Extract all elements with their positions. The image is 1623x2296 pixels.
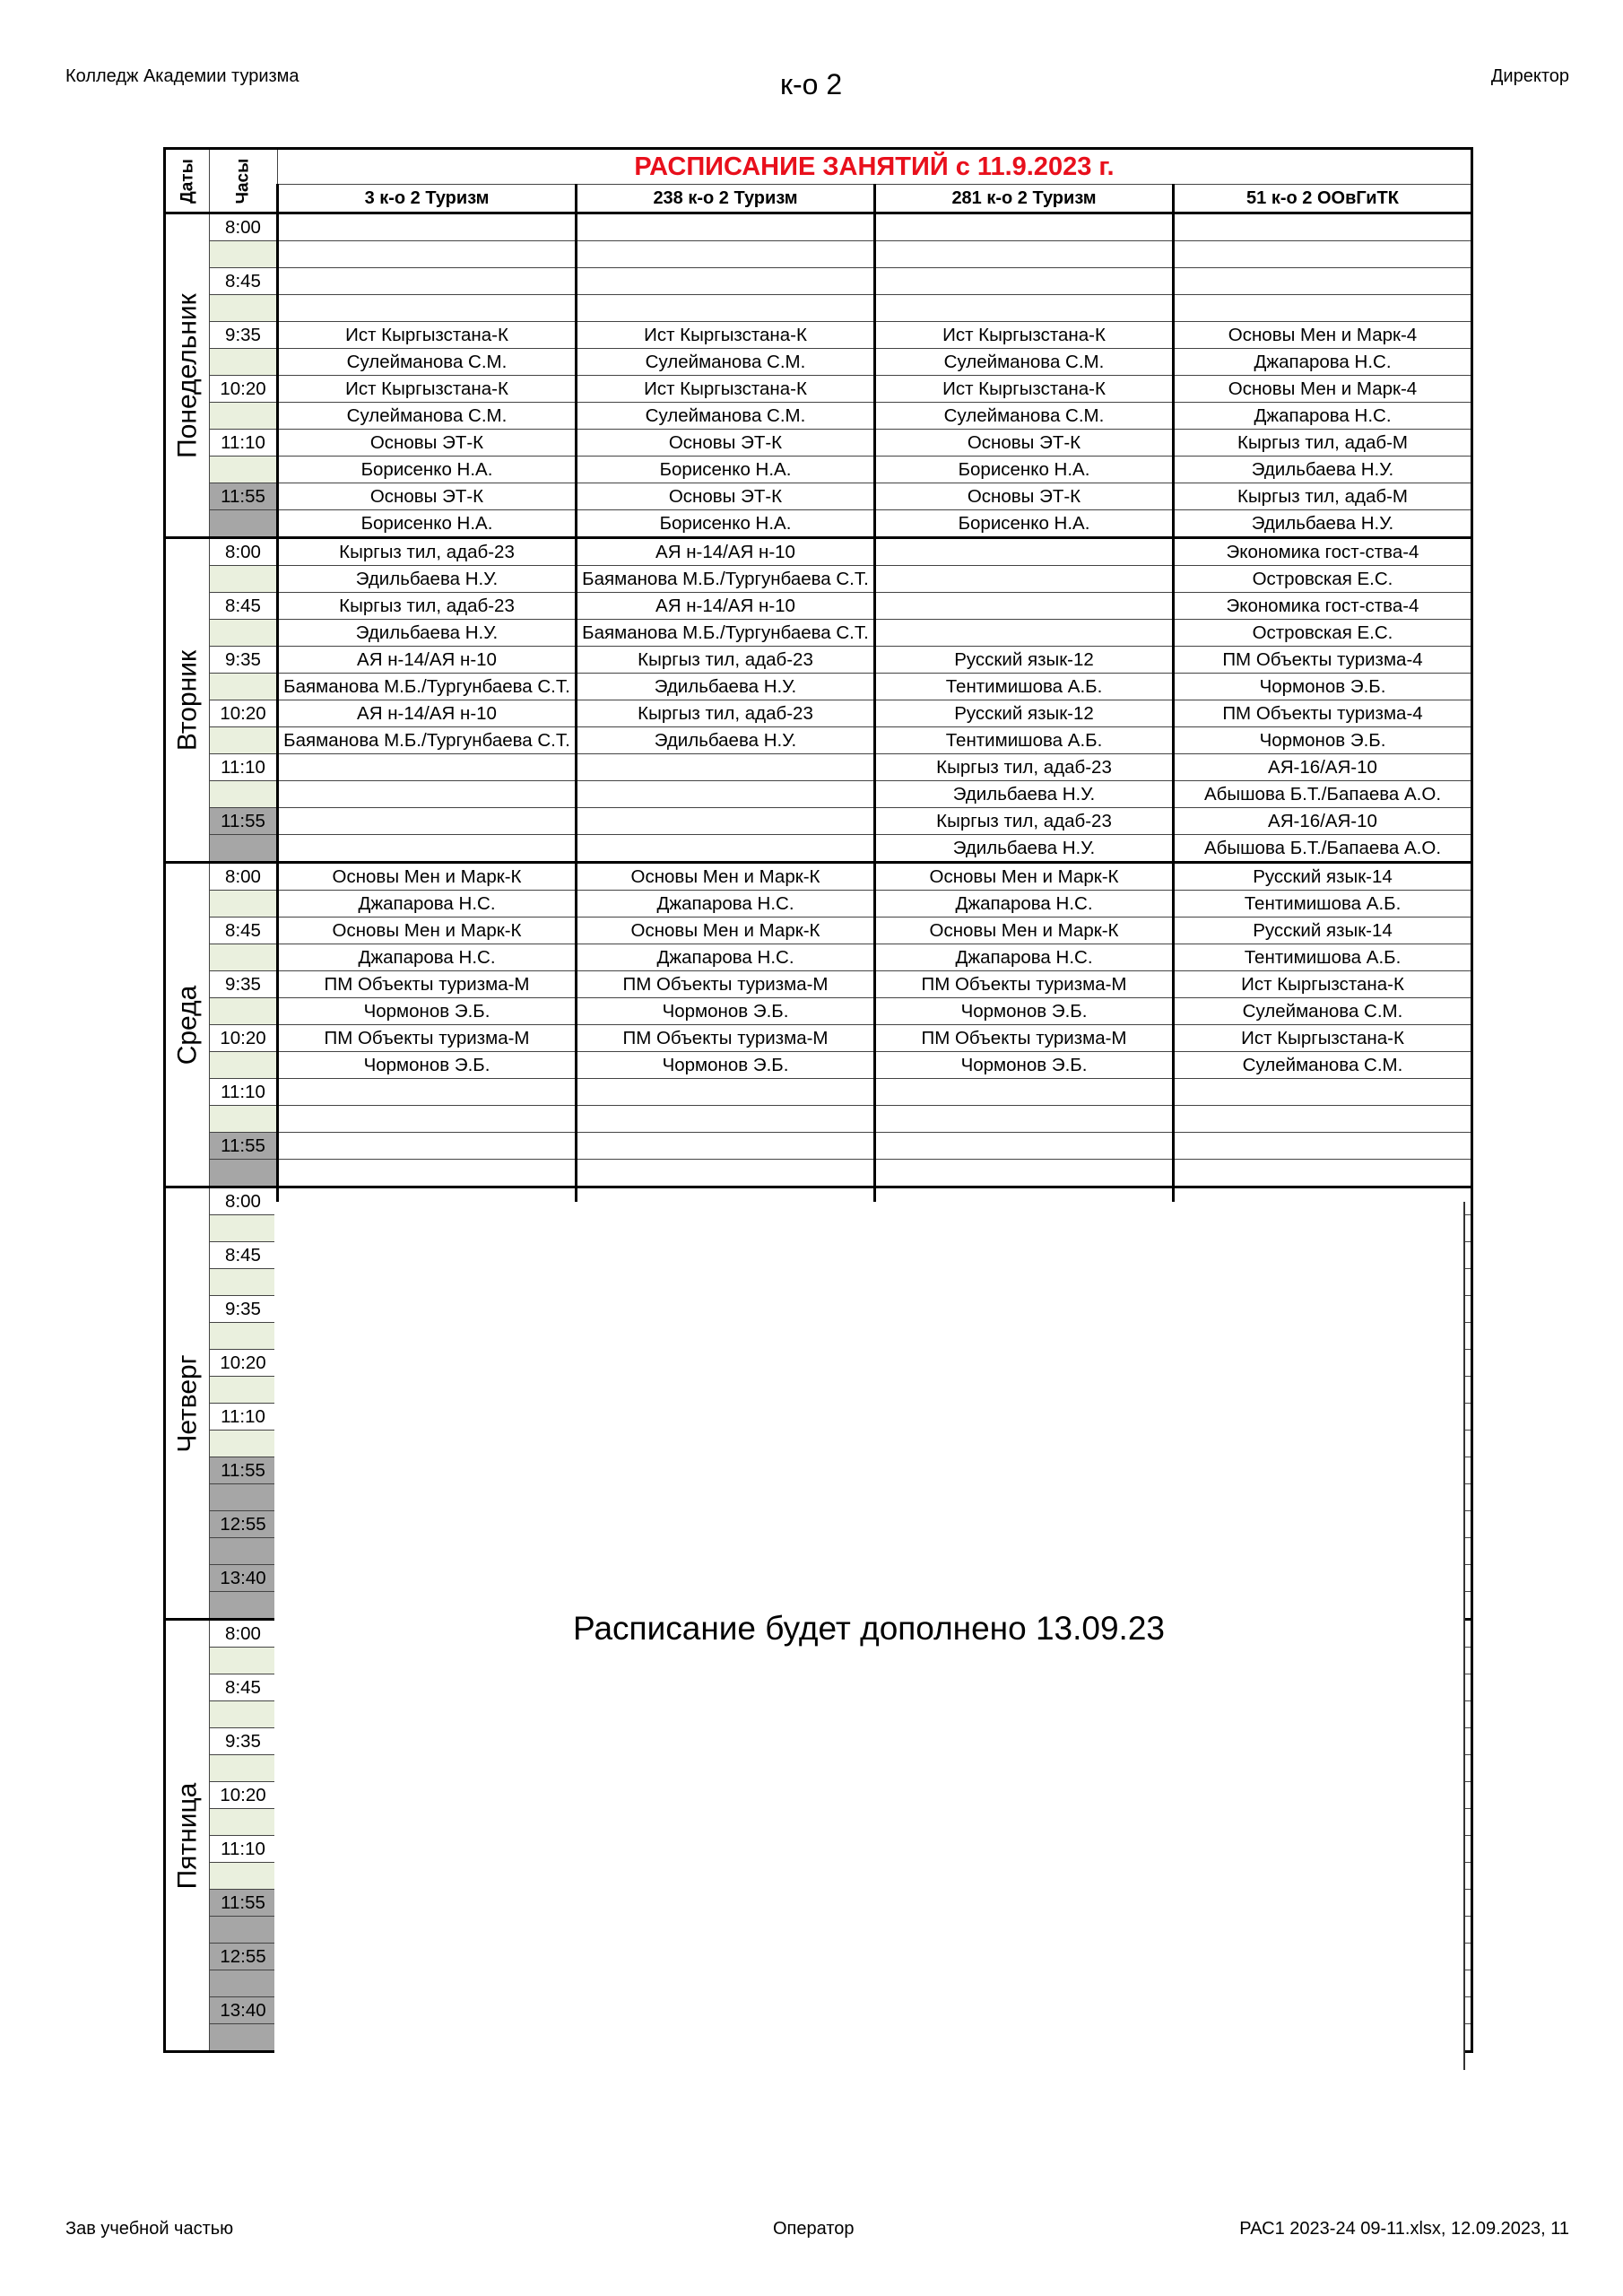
time-cell: 10:20: [210, 1782, 278, 1809]
schedule-cell: Сулейманова С.М.: [577, 403, 875, 430]
schedule-cell: Основы Мен и Марк-4: [1174, 376, 1472, 403]
schedule-cell: [875, 241, 1174, 268]
footer-operator: Оператор: [773, 2219, 855, 2239]
schedule-cell: [278, 213, 577, 241]
schedule-cell: ПМ Объекты туризма-4: [1174, 647, 1472, 674]
time-cell: 8:00: [210, 538, 278, 566]
time-cell: 11:10: [210, 1404, 278, 1431]
time-cell: [210, 727, 278, 754]
schedule-cell: ПМ Объекты туризма-М: [577, 971, 875, 998]
schedule-cell: Джапарова Н.С.: [875, 891, 1174, 918]
schedule-cell: Сулейманова С.М.: [1174, 998, 1472, 1025]
schedule-cell: Баяманова М.Б./Тургунбаева С.Т.: [577, 620, 875, 647]
time-cell: 10:20: [210, 700, 278, 727]
time-cell: [210, 944, 278, 971]
schedule-cell: [875, 620, 1174, 647]
time-cell: [210, 674, 278, 700]
schedule-cell: ПМ Объекты туризма-М: [278, 1025, 577, 1052]
schedule-cell: [278, 835, 577, 863]
schedule-cell: Джапарова Н.С.: [577, 944, 875, 971]
schedule-cell: Джапарова Н.С.: [1174, 349, 1472, 376]
schedule-cell: [577, 781, 875, 808]
schedule-cell: [577, 295, 875, 322]
time-cell: 8:00: [210, 1620, 278, 1648]
table-row: [165, 863, 1472, 891]
schedule-cell: Чормонов Э.Б.: [577, 998, 875, 1025]
time-cell: [210, 295, 278, 322]
time-cell: [210, 1052, 278, 1079]
schedule-cell: ПМ Объекты туризма-М: [577, 1025, 875, 1052]
schedule-cell: Основы ЭТ-К: [577, 483, 875, 510]
schedule-cell: Основы ЭТ-К: [577, 430, 875, 457]
table-row: [165, 566, 1472, 593]
table-row: [165, 835, 1472, 863]
hours-column-header: [210, 149, 278, 213]
schedule-cell: Островская Е.С.: [1174, 566, 1472, 593]
time-cell: [210, 781, 278, 808]
schedule-cell: [1174, 1106, 1472, 1133]
schedule-cell: Джапарова Н.С.: [875, 944, 1174, 971]
schedule-cell: [278, 241, 577, 268]
time-cell: 8:00: [210, 213, 278, 241]
schedule-cell: Ист Кыргызстана-К: [577, 322, 875, 349]
group-header: 281 к-о 2 Туризм: [875, 185, 1174, 213]
schedule-cell: Кыргыз тил, адаб-23: [278, 538, 577, 566]
schedule-cell: Основы ЭТ-К: [278, 483, 577, 510]
day-cell: [165, 863, 210, 1187]
schedule-cell: [577, 268, 875, 295]
schedule-cell: Кыргыз тил, адаб-23: [875, 808, 1174, 835]
schedule-cell: [577, 241, 875, 268]
schedule-cell: Джапарова Н.С.: [1174, 403, 1472, 430]
group-header: 238 к-о 2 Туризм: [577, 185, 875, 213]
schedule-cell: Абышова Б.Т./Бапаева А.О.: [1174, 781, 1472, 808]
schedule-cell: Русский язык-14: [1174, 863, 1472, 891]
time-cell: [210, 1431, 278, 1457]
time-cell: [210, 1484, 278, 1511]
time-cell: [210, 1917, 278, 1944]
time-cell: [210, 510, 278, 538]
schedule-cell: Борисенко Н.А.: [875, 457, 1174, 483]
schedule-cell: АЯ-16/АЯ-10: [1174, 754, 1472, 781]
schedule-cell: [577, 1133, 875, 1160]
table-row: [165, 213, 1472, 241]
schedule-cell: АЯ н-14/АЯ н-10: [278, 700, 577, 727]
schedule-cell: Основы Мен и Марк-К: [278, 918, 577, 944]
time-cell: [210, 1755, 278, 1782]
group-header-row: [165, 185, 1472, 213]
table-row: [165, 1025, 1472, 1052]
schedule-cell: [875, 1106, 1174, 1133]
day-label: Четверг: [172, 1353, 203, 1453]
table-row: [165, 268, 1472, 295]
schedule-cell: Русский язык-12: [875, 647, 1174, 674]
time-cell: 9:35: [210, 1296, 278, 1323]
schedule-cell: [577, 754, 875, 781]
schedule-cell: [875, 1133, 1174, 1160]
schedule-cell: Сулейманова С.М.: [1174, 1052, 1472, 1079]
schedule-cell: [875, 268, 1174, 295]
time-cell: [210, 1863, 278, 1890]
schedule-cell: Основы ЭТ-К: [875, 483, 1174, 510]
time-cell: 11:10: [210, 754, 278, 781]
schedule-cell: Тентимишова А.Б.: [875, 727, 1174, 754]
table-row: [165, 1160, 1472, 1187]
schedule-cell: Кыргыз тил, адаб-М: [1174, 483, 1472, 510]
time-cell: [210, 1538, 278, 1565]
schedule-cell: [577, 213, 875, 241]
table-row: [165, 727, 1472, 754]
time-cell: [210, 1160, 278, 1187]
time-cell: 11:10: [210, 1836, 278, 1863]
table-row: [165, 593, 1472, 620]
footer-file-info: РАС1 2023-24 09-11.xlsx, 12.09.2023, 11: [1239, 2219, 1569, 2239]
time-cell: [210, 1215, 278, 1242]
time-cell: [210, 2024, 278, 2052]
schedule-cell: Экономика гост-ства-4: [1174, 538, 1472, 566]
schedule-cell: [1174, 295, 1472, 322]
schedule-cell: [1174, 1160, 1472, 1187]
time-cell: [210, 1106, 278, 1133]
time-cell: 11:55: [210, 483, 278, 510]
schedule-cell: Ист Кыргызстана-К: [278, 322, 577, 349]
day-label: Вторник: [172, 649, 203, 751]
day-label: Среда: [172, 985, 203, 1065]
table-row: [165, 781, 1472, 808]
schedule-cell: Борисенко Н.А.: [278, 457, 577, 483]
schedule-cell: Чормонов Э.Б.: [875, 998, 1174, 1025]
table-row: [165, 891, 1472, 918]
time-cell: 8:00: [210, 1187, 278, 1215]
schedule-cell: Тентимишова А.Б.: [875, 674, 1174, 700]
time-cell: [210, 1377, 278, 1404]
schedule-cell: Эдильбаева Н.У.: [577, 674, 875, 700]
schedule-cell: Кыргыз тил, адаб-23: [577, 647, 875, 674]
group-header: 3 к-о 2 Туризм: [278, 185, 577, 213]
table-row: [165, 918, 1472, 944]
schedule-cell: [577, 1106, 875, 1133]
note-text: Расписание будет дополнено 13.09.23: [573, 1610, 1165, 1647]
schedule-cell: Борисенко Н.А.: [875, 510, 1174, 538]
table-row: [165, 349, 1472, 376]
schedule-cell: Джапарова Н.С.: [577, 891, 875, 918]
table-row: [165, 403, 1472, 430]
schedule-cell: Эдильбаева Н.У.: [278, 566, 577, 593]
schedule-cell: Островская Е.С.: [1174, 620, 1472, 647]
schedule-cell: Чормонов Э.Б.: [577, 1052, 875, 1079]
table-row: [165, 944, 1472, 971]
time-cell: [210, 1323, 278, 1350]
schedule-cell: [577, 835, 875, 863]
time-cell: 10:20: [210, 1350, 278, 1377]
schedule-cell: [278, 808, 577, 835]
table-row: [165, 620, 1472, 647]
schedule-cell: Борисенко Н.А.: [577, 510, 875, 538]
time-cell: [210, 1592, 278, 1620]
schedule-cell: АЯ н-14/АЯ н-10: [278, 647, 577, 674]
schedule-cell: Экономика гост-ства-4: [1174, 593, 1472, 620]
time-cell: 8:45: [210, 918, 278, 944]
schedule-cell: [1174, 1079, 1472, 1106]
header-director: Директор: [1490, 66, 1569, 86]
schedule-cell: Основы Мен и Марк-4: [1174, 322, 1472, 349]
table-row: [165, 322, 1472, 349]
schedule-cell: Сулейманова С.М.: [875, 349, 1174, 376]
schedule-cell: Ист Кыргызстана-К: [1174, 971, 1472, 998]
header-row: [165, 149, 1472, 185]
schedule-cell: Баяманова М.Б./Тургунбаева С.Т.: [278, 674, 577, 700]
schedule-cell: Кыргыз тил, адаб-23: [577, 700, 875, 727]
schedule-cell: [1174, 241, 1472, 268]
day-cell: [165, 538, 210, 863]
schedule-cell: [1174, 213, 1472, 241]
dates-label: Даты: [178, 158, 197, 204]
footer-deputy: Зав учебной частью: [65, 2219, 234, 2239]
time-cell: 9:35: [210, 1728, 278, 1755]
time-cell: [210, 349, 278, 376]
time-cell: [210, 998, 278, 1025]
time-cell: 8:45: [210, 268, 278, 295]
schedule-cell: ПМ Объекты туризма-М: [875, 1025, 1174, 1052]
schedule-cell: [1174, 1133, 1472, 1160]
schedule-cell: [875, 593, 1174, 620]
schedule-cell: ПМ Объекты туризма-М: [875, 971, 1174, 998]
schedule-cell: Эдильбаева Н.У.: [875, 835, 1174, 863]
table-row: [165, 1133, 1472, 1160]
table-row: [165, 483, 1472, 510]
schedule-cell: [875, 295, 1174, 322]
schedule-cell: Основы ЭТ-К: [875, 430, 1174, 457]
schedule-cell: [875, 566, 1174, 593]
table-row: [165, 647, 1472, 674]
schedule-cell: [278, 781, 577, 808]
schedule-cell: Сулейманова С.М.: [278, 349, 577, 376]
day-cell: [165, 1620, 210, 2052]
schedule-cell: Ист Кыргызстана-К: [875, 322, 1174, 349]
schedule-cell: [875, 538, 1174, 566]
time-cell: [210, 1648, 278, 1674]
time-cell: 11:55: [210, 1890, 278, 1917]
day-cell: [165, 1187, 210, 1620]
table-row: [165, 376, 1472, 403]
schedule-cell: [278, 1160, 577, 1187]
schedule-cell: Абышова Б.Т./Бапаева А.О.: [1174, 835, 1472, 863]
table-row: [165, 241, 1472, 268]
schedule-cell: Ист Кыргызстана-К: [1174, 1025, 1472, 1052]
schedule-cell: Чормонов Э.Б.: [278, 998, 577, 1025]
schedule-cell: Эдильбаева Н.У.: [875, 781, 1174, 808]
time-cell: [210, 1809, 278, 1836]
day-label: Понедельник: [172, 292, 203, 458]
schedule-cell: Ист Кыргызстана-К: [875, 376, 1174, 403]
schedule-cell: Сулейманова С.М.: [577, 349, 875, 376]
schedule-cell: [278, 1079, 577, 1106]
time-cell: 11:55: [210, 1133, 278, 1160]
time-cell: 11:10: [210, 430, 278, 457]
time-cell: [210, 457, 278, 483]
time-cell: 8:45: [210, 1674, 278, 1701]
time-cell: 8:00: [210, 863, 278, 891]
schedule-cell: Тентимишова А.Б.: [1174, 891, 1472, 918]
schedule-cell: Основы ЭТ-К: [278, 430, 577, 457]
schedule-cell: [278, 295, 577, 322]
schedule-cell: [1174, 268, 1472, 295]
hours-label: Часы: [233, 158, 253, 204]
schedule-cell: [278, 268, 577, 295]
schedule-cell: ПМ Объекты туризма-4: [1174, 700, 1472, 727]
table-row: [165, 674, 1472, 700]
table-row: [165, 998, 1472, 1025]
schedule-cell: Кыргыз тил, адаб-М: [1174, 430, 1472, 457]
time-cell: 10:20: [210, 376, 278, 403]
table-row: [165, 430, 1472, 457]
schedule-cell: Джапарова Н.С.: [278, 944, 577, 971]
schedule-cell: АЯ н-14/АЯ н-10: [577, 538, 875, 566]
table-row: [165, 1052, 1472, 1079]
schedule-cell: [875, 1160, 1174, 1187]
schedule-cell: Сулейманова С.М.: [875, 403, 1174, 430]
time-cell: [210, 566, 278, 593]
table-row: [165, 971, 1472, 998]
time-cell: 8:45: [210, 593, 278, 620]
time-cell: 9:35: [210, 322, 278, 349]
time-cell: [210, 620, 278, 647]
note-panel: [274, 1202, 1465, 2070]
time-cell: 11:55: [210, 1457, 278, 1484]
table-row: [165, 1079, 1472, 1106]
header-college-name: Колледж Академии туризма: [65, 66, 299, 86]
table-row: [165, 808, 1472, 835]
day-label: Пятница: [172, 1782, 203, 1889]
time-cell: 13:40: [210, 1565, 278, 1592]
schedule-cell: [577, 1160, 875, 1187]
table-row: [165, 457, 1472, 483]
time-cell: [210, 1701, 278, 1728]
table-row: [165, 538, 1472, 566]
schedule-cell: Чормонов Э.Б.: [1174, 674, 1472, 700]
schedule-cell: Русский язык-12: [875, 700, 1174, 727]
time-cell: [210, 1970, 278, 1997]
time-cell: 9:35: [210, 971, 278, 998]
schedule-cell: [278, 1106, 577, 1133]
time-cell: 11:55: [210, 808, 278, 835]
table-row: [165, 295, 1472, 322]
time-cell: [210, 241, 278, 268]
day-cell: [165, 213, 210, 538]
schedule-cell: Основы Мен и Марк-К: [875, 918, 1174, 944]
schedule-cell: Кыргыз тил, адаб-23: [278, 593, 577, 620]
schedule-cell: Борисенко Н.А.: [278, 510, 577, 538]
schedule-cell: Чормонов Э.Б.: [1174, 727, 1472, 754]
time-cell: 10:20: [210, 1025, 278, 1052]
schedule-cell: Чормонов Э.Б.: [875, 1052, 1174, 1079]
schedule-cell: ПМ Объекты туризма-М: [278, 971, 577, 998]
schedule-cell: Сулейманова С.М.: [278, 403, 577, 430]
schedule-cell: [875, 213, 1174, 241]
dates-column-header: [165, 149, 210, 213]
schedule-cell: Русский язык-14: [1174, 918, 1472, 944]
schedule-cell: [278, 754, 577, 781]
schedule-cell: Тентимишова А.Б.: [1174, 944, 1472, 971]
time-cell: 11:10: [210, 1079, 278, 1106]
schedule-cell: Основы Мен и Марк-К: [278, 863, 577, 891]
schedule-cell: Эдильбаева Н.У.: [1174, 457, 1472, 483]
schedule-cell: Борисенко Н.А.: [577, 457, 875, 483]
time-cell: [210, 1269, 278, 1296]
time-cell: 12:55: [210, 1511, 278, 1538]
schedule-cell: Кыргыз тил, адаб-23: [875, 754, 1174, 781]
schedule-cell: Ист Кыргызстана-К: [278, 376, 577, 403]
schedule-cell: АЯ н-14/АЯ н-10: [577, 593, 875, 620]
time-cell: 13:40: [210, 1997, 278, 2024]
schedule-cell: [577, 1079, 875, 1106]
schedule-title: РАСПИСАНИЕ ЗАНЯТИЙ с 11.9.2023 г.: [278, 149, 1472, 185]
table-row: [165, 510, 1472, 538]
schedule-cell: Баяманова М.Б./Тургунбаева С.Т.: [577, 566, 875, 593]
schedule-cell: [875, 1079, 1174, 1106]
schedule-cell: Чормонов Э.Б.: [278, 1052, 577, 1079]
schedule-cell: Основы Мен и Марк-К: [875, 863, 1174, 891]
time-cell: [210, 891, 278, 918]
schedule-cell: [278, 1133, 577, 1160]
group-header: 51 к-о 2 ООвГиТК: [1174, 185, 1472, 213]
schedule-cell: Ист Кыргызстана-К: [577, 376, 875, 403]
schedule-cell: АЯ-16/АЯ-10: [1174, 808, 1472, 835]
time-cell: 9:35: [210, 647, 278, 674]
schedule-cell: Основы Мен и Марк-К: [577, 863, 875, 891]
schedule-cell: [577, 808, 875, 835]
time-cell: [210, 403, 278, 430]
time-cell: [210, 835, 278, 863]
schedule-cell: Эдильбаева Н.У.: [278, 620, 577, 647]
table-row: [165, 754, 1472, 781]
table-row: [165, 700, 1472, 727]
time-cell: 12:55: [210, 1944, 278, 1970]
schedule-cell: Баяманова М.Б./Тургунбаева С.Т.: [278, 727, 577, 754]
schedule-cell: Эдильбаева Н.У.: [577, 727, 875, 754]
header-course-code: к-о 2: [780, 68, 843, 100]
table-row: [165, 1106, 1472, 1133]
schedule-cell: Джапарова Н.С.: [278, 891, 577, 918]
time-cell: 8:45: [210, 1242, 278, 1269]
schedule-cell: Основы Мен и Марк-К: [577, 918, 875, 944]
schedule-cell: Эдильбаева Н.У.: [1174, 510, 1472, 538]
